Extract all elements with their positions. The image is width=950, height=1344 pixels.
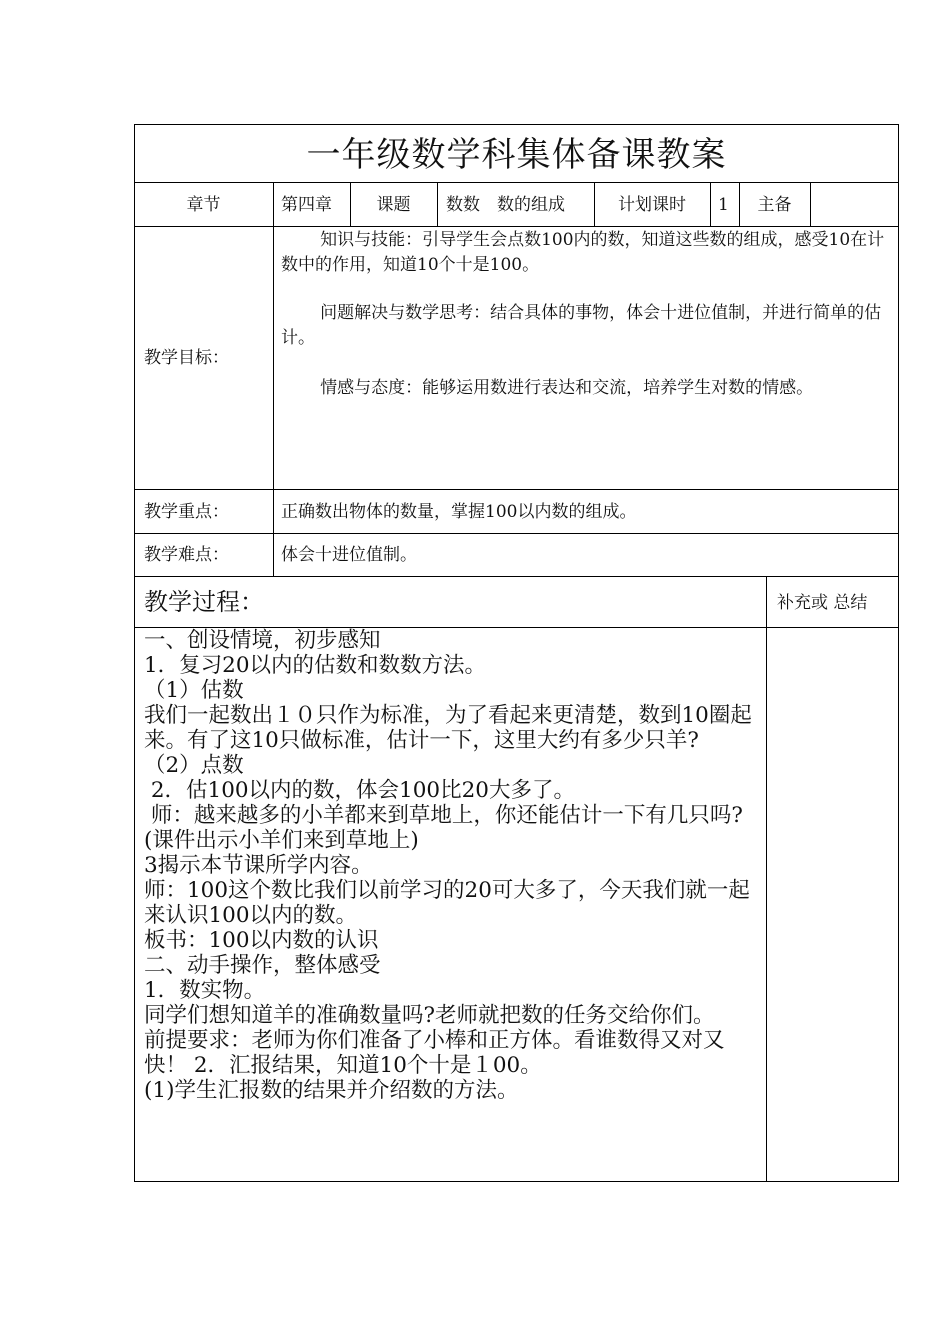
process-line: 前提要求：老师为你们准备了小棒和正方体。看谁数得又对又快！ 2．汇报结果，知道10个十是１00。 [144, 1028, 725, 1078]
difficulty-label: 教学难点： [144, 545, 229, 565]
chapter-label: 章节 [186, 195, 221, 215]
topic-value: 数数 数的组成 [446, 195, 565, 215]
goal-attitude: 情感与态度：能够运用数进行表达和交流，培养学生对数的情感。 [320, 378, 814, 398]
process-line: 3揭示本节课所学内容。 [144, 853, 373, 878]
process-line: 1．数实物。 [144, 978, 266, 1003]
hours-label: 计划课时 [618, 195, 686, 215]
goals-label: 教学目标： [144, 348, 229, 368]
process-label: 教学过程： [144, 588, 264, 616]
goal-knowledge: 知识与技能：引导学生会点数100内的数，知道这些数的组成，感受10在计数中的作用，知道10个十是100。 [281, 230, 885, 275]
goal-thinking: 问题解决与数学思考：结合具体的事物，体会十进位值制，并进行简单的估计。 [281, 303, 882, 348]
key-point-label: 教学重点： [144, 502, 229, 522]
process-line: 1．复习20以内的估数和数数方法。 [144, 653, 487, 678]
process-line: 我们一起数出１０只作为标准，为了看起来更清楚，数到10圈起来。有了这10只做标准，估计一下，这里大约有多少只羊? [144, 703, 752, 753]
process-content [144, 628, 762, 1103]
process-line: 师：越来越多的小羊都来到草地上，你还能估计一下有几只吗?(课件出示小羊们来到草地上) [144, 803, 743, 853]
process-side-label: 补充或 总结 [777, 593, 868, 613]
page-title: 一年级数学科集体备课教案 [306, 135, 727, 175]
process-line: 师：100这个数比我们以前学习的20可大多了，今天我们就一起来认识100以内的数。 [144, 878, 750, 928]
lead-label: 主备 [757, 195, 792, 215]
hours-value: 1 [718, 195, 729, 215]
key-point-value: 正确数出物体的数量，掌握100以内数的组成。 [281, 502, 637, 522]
topic-label: 课题 [376, 195, 411, 215]
process-line: 二、动手操作，整体感受 [144, 953, 381, 978]
process-line: 同学们想知道羊的准确数量吗?老师就把数的任务交给你们。 [144, 1003, 715, 1028]
process-line: 2．估100以内的数，体会100比20大多了。 [144, 778, 575, 803]
process-line: （1）估数 [144, 678, 244, 703]
process-line: （2）点数 [144, 753, 244, 778]
difficulty-value: 体会十进位值制。 [281, 545, 417, 565]
process-line: 板书：100以内数的认识 [144, 928, 379, 953]
process-line: (1)学生汇报数的结果并介绍数的方法。 [144, 1078, 519, 1103]
chapter-value: 第四章 [281, 195, 332, 215]
process-line: 一、创设情境，初步感知 [144, 628, 381, 653]
